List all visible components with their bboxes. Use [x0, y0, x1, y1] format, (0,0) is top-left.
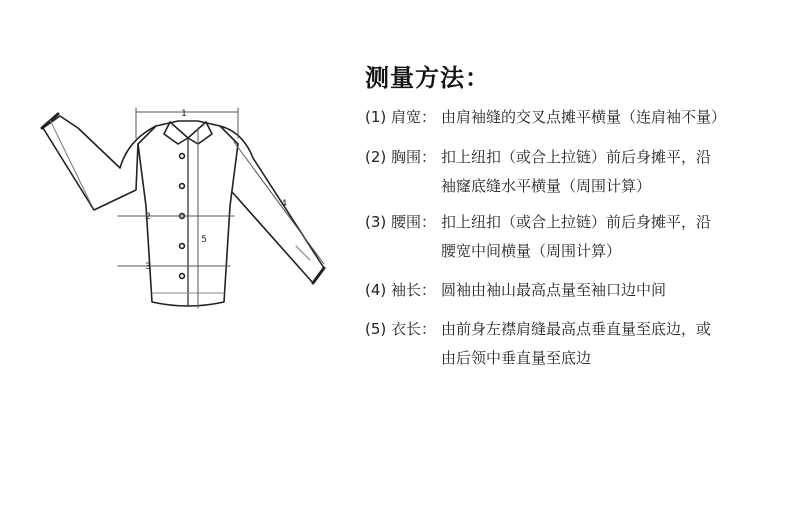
instruction-line: 腰宽中间横量（周围计算） — [441, 242, 622, 260]
dimension-label-shoulder: 1 — [181, 109, 187, 119]
left-sleeve-outline — [43, 116, 156, 210]
instruction-label: (3) 腰围： — [365, 213, 437, 231]
instruction-line: 由后领中垂直量至底边 — [441, 349, 592, 367]
instruction-label: (4) 袖长： — [365, 281, 437, 299]
dimension-labels — [145, 109, 287, 272]
instruction-line: 扣上纽扣（或合上拉链）前后身摊平，沿 — [441, 148, 712, 166]
shirt-measurement-diagram — [38, 98, 338, 328]
instruction-line: 袖窿底缝水平横量（周围计算） — [441, 177, 652, 195]
instruction-label: (1) 肩宽： — [365, 108, 437, 126]
right-sleeve-outline — [220, 126, 324, 283]
instruction-line: 由肩袖缝的交叉点摊平横量（连肩袖不量） — [441, 108, 727, 126]
dimension-label-length: 5 — [201, 235, 207, 245]
instruction-label: (2) 胸围： — [365, 148, 437, 166]
instruction-line: 圆袖由袖山最高点量至袖口边中间 — [441, 281, 667, 299]
instruction-label: (5) 衣长： — [365, 320, 437, 338]
instruction-line: 扣上纽扣（或合上拉链）前后身摊平，沿 — [441, 213, 712, 231]
measurement-method-title: 测量方法： — [365, 64, 490, 92]
dimension-label-waist: 3 — [145, 262, 151, 272]
dimension-label-sleeve: 4 — [281, 199, 287, 209]
instruction-line: 由前身左襟肩缝最高点垂直量至底边，或 — [441, 320, 712, 338]
dimension-label-chest: 2 — [145, 212, 151, 222]
